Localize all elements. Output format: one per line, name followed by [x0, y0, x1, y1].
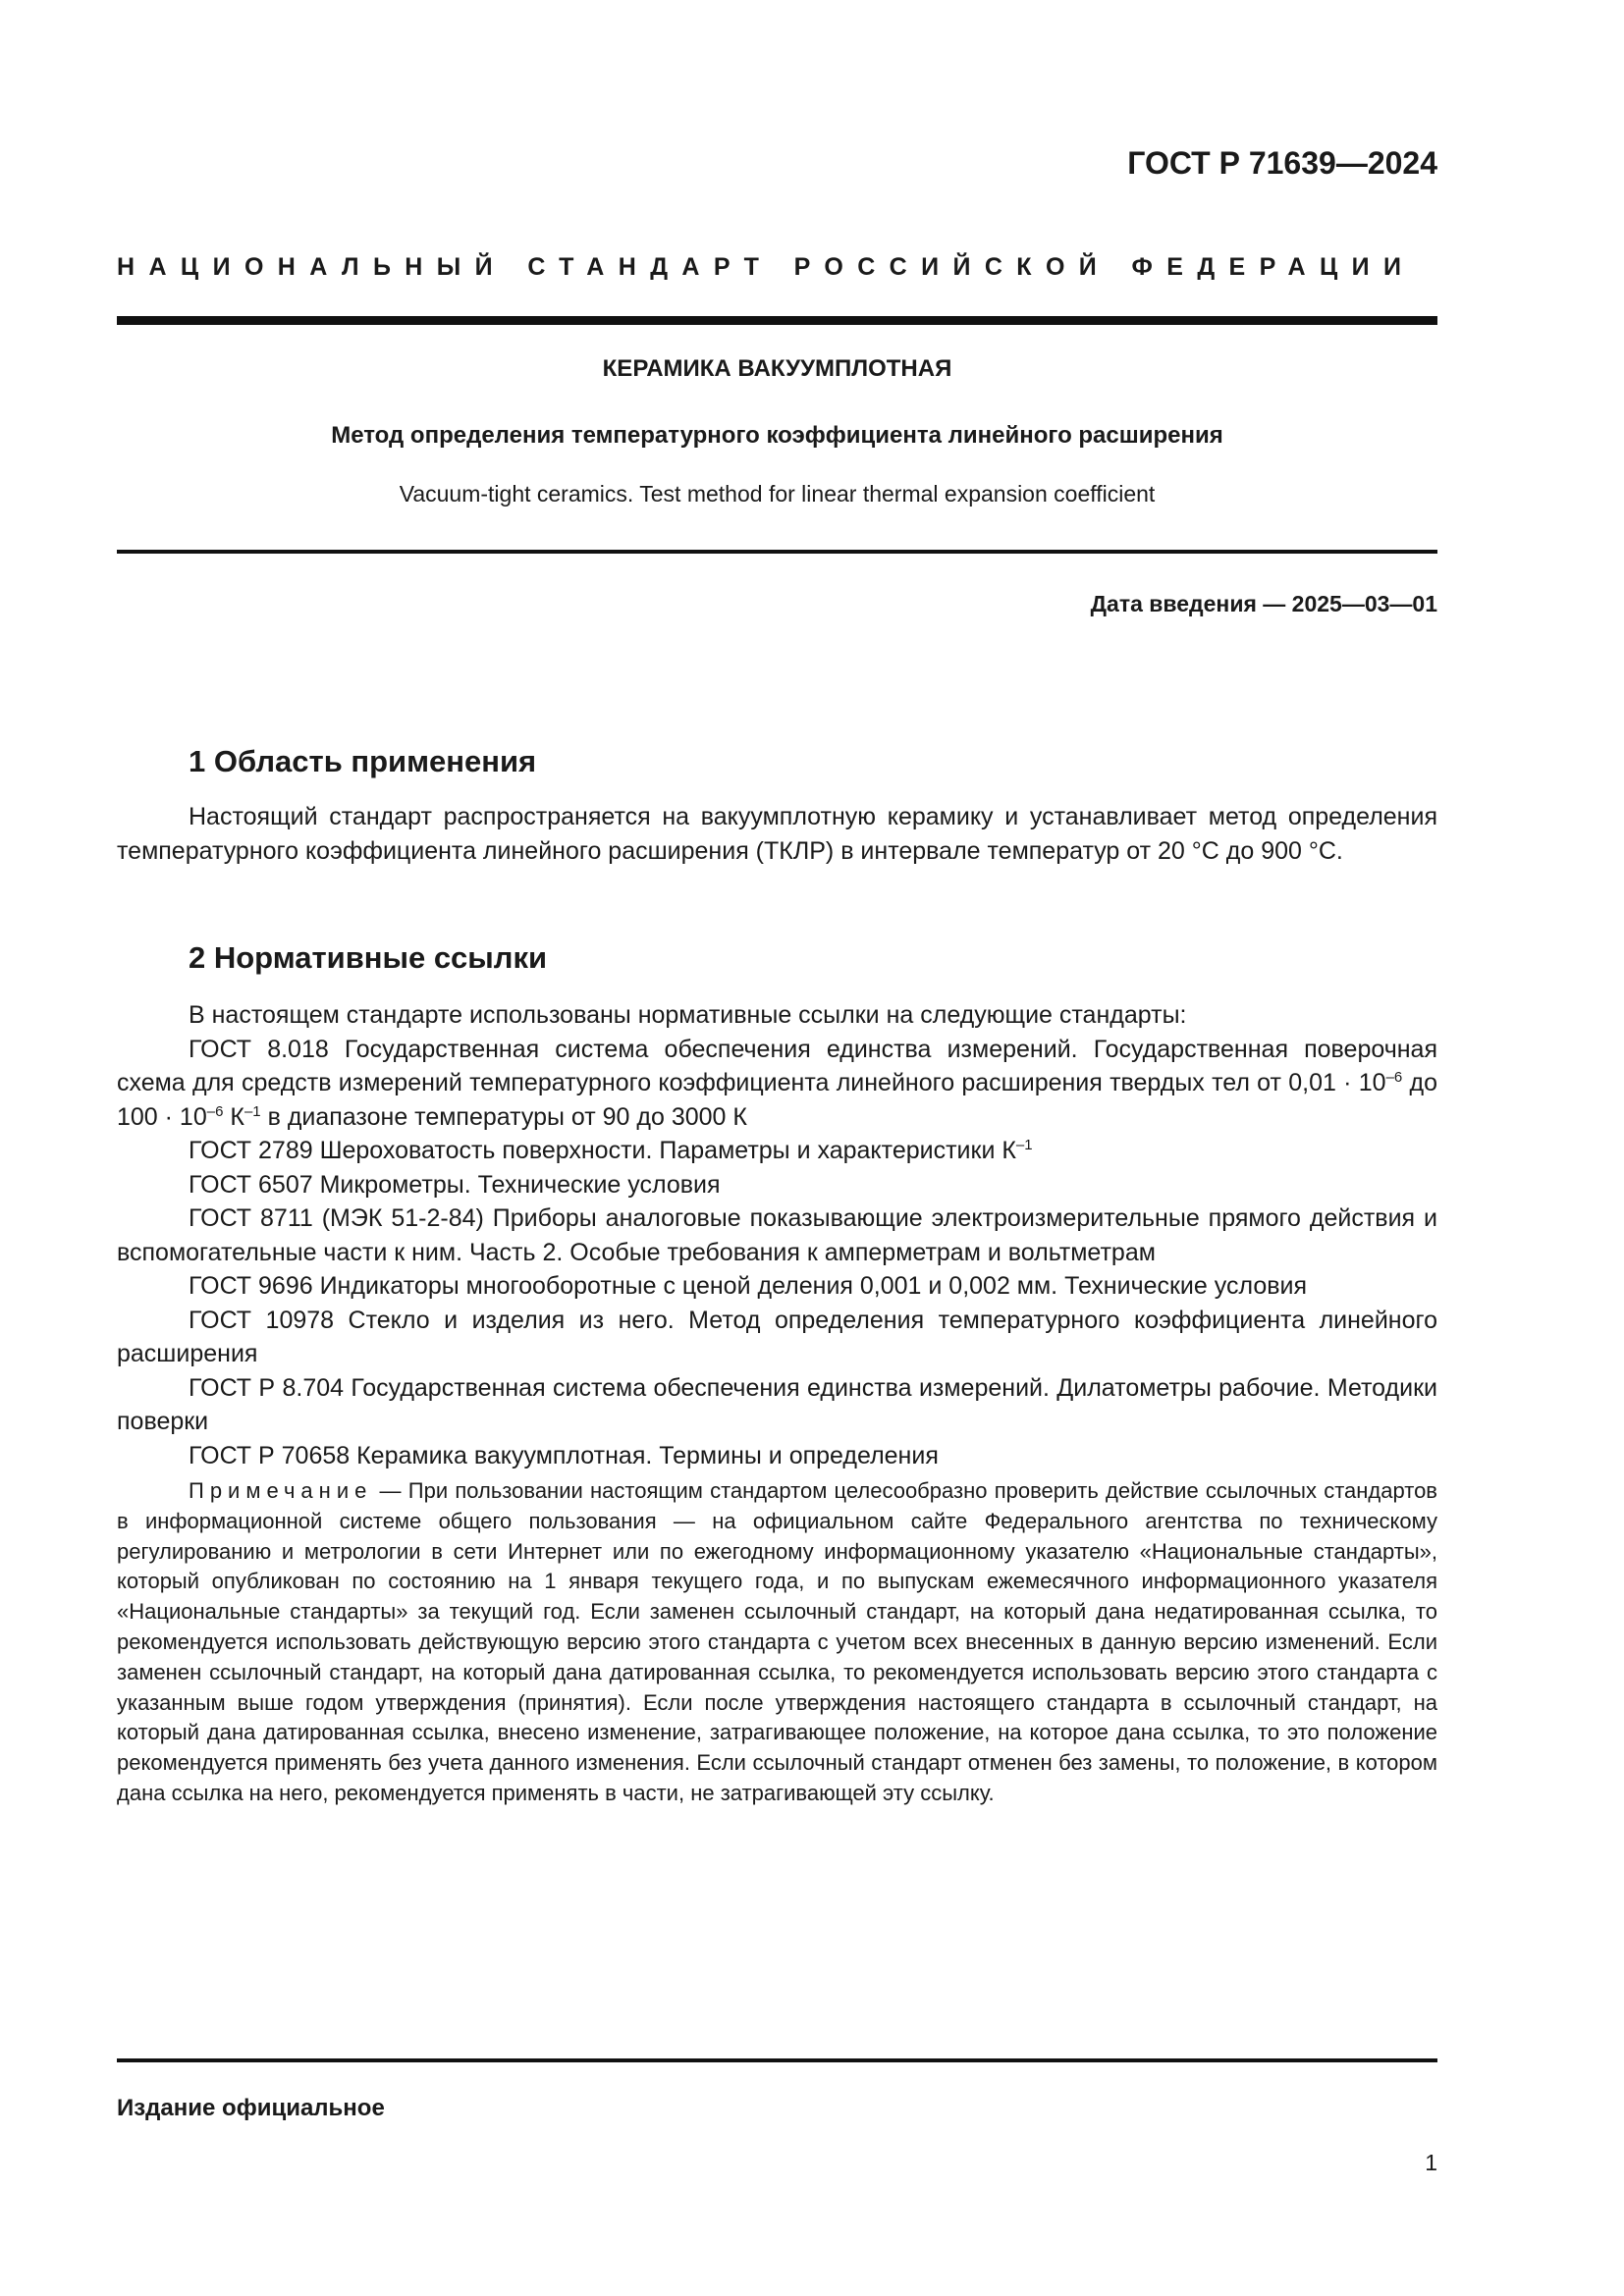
- document-title: КЕРАМИКА ВАКУУМПЛОТНАЯ: [602, 355, 952, 382]
- reference-gost-6507: ГОСТ 6507 Микрометры. Технические условия: [189, 1170, 721, 1199]
- top-divider: [117, 316, 1437, 325]
- note-label: Примечание: [189, 1478, 373, 1503]
- reference-gost-9696: ГОСТ 9696 Индикаторы многооборотные с ценой деления 0,001 и 0,002 мм. Технические условия: [189, 1272, 1308, 1300]
- references-intro: В настоящем стандарте использованы нормативные ссылки на следующие стандарты:: [189, 1001, 1187, 1029]
- reference-gost-8711: ГОСТ 8711 (МЭК 51-2-84) Приборы аналоговые показывающие электроизмерительные прямого действия и вспомогательные части к ним. Часть 2. Особые требования к амперметрам и вольтметрам: [117, 1204, 1437, 1266]
- introduction-date: Дата введения — 2025—03—01: [1090, 591, 1437, 616]
- standard-number: ГОСТ Р 71639—2024: [1127, 145, 1437, 181]
- reference-gost-r-8-704: ГОСТ Р 8.704 Государственная система обеспечения единства измерений. Дилатометры рабочие. Методики поверки: [117, 1373, 1437, 1435]
- reference-gost-r-70658: ГОСТ Р 70658 Керамика вакуумплотная. Термины и определения: [189, 1441, 939, 1469]
- reference-gost-8-018: ГОСТ 8.018 Государственная система обеспечения единства измерений. Государственная поверочная схема для средств измерений температурного коэффициента линейного расширения твердых тел от $0,01 \cdot 10^{-6}$ до $100 \cdot 10^{-6}$ $К^{-1}$ в диапазоне температуры от 90 до 3000 К: [117, 1035, 1438, 1131]
- section-1-text: Настоящий стандарт распространяется на вакуумплотную керамику и устанавливает метод определения температурного коэффициента линейного расширения (ТКЛР) в интервале температур от 20 °С до 900 °С.: [117, 803, 1437, 865]
- note-text: — При пользовании настоящим стандартом целесообразно проверить действие ссылочных стандартов в информационной системе общего пользования — на официальном сайте Федерального агентства по техническому регулированию и метрологии в сети Интернет или по ежегодному информационному указателю «Национальные стандарты», который опубликован по состоянию на 1 января текущего года, и по выпускам ежемесячного информационного указателя «Национальные стандарты» за текущий год. Если заменен ссылочный стандарт, на который дана недатированная ссылка, то рекомендуется использовать действующую версию этого стандарта с учетом всех внесенных в данную версию изменений. Если заменен ссылочный стандарт, на который дана датированная ссылка, то рекомендуется использовать версию этого стандарта с указанным выше годом утверждения (принятия). Если после утверждения настоящего стандарта в ссылочный стандарт, на который дана датированная ссылка, внесено изменение, затрагивающее положение, на которое дана ссылка, то это положение рекомендуется применять без учета данного изменения. Если ссылочный стандарт отменен без замены, то положение, в котором дана ссылка на него, рекомендуется применять в части, не затрагивающей эту ссылку.: [117, 1478, 1437, 1805]
- note-paragraph: [117, 1476, 1437, 1809]
- reference-gost-10978: ГОСТ 10978 Стекло и изделия из него. Метод определения температурного коэффициента линейного расширения: [117, 1306, 1437, 1367]
- section-1-heading: 1 Область применения: [189, 744, 537, 778]
- page-number: 1: [1425, 2150, 1437, 2175]
- document-subtitle: Метод определения температурного коэффициента линейного расширения: [331, 422, 1223, 449]
- section-2-heading: 2 Нормативные ссылки: [189, 940, 548, 975]
- title-divider: [117, 550, 1437, 554]
- english-title: Vacuum-tight ceramics. Test method for linear thermal expansion coefficient: [399, 481, 1156, 507]
- national-standard-banner: НАЦИОНАЛЬНЫЙ СТАНДАРТ РОССИЙСКОЙ ФЕДЕРАЦИИ: [117, 253, 1416, 281]
- footer-divider: [117, 2058, 1437, 2062]
- document-page: [117, 0, 1437, 2296]
- normative-references: [117, 998, 1437, 1472]
- official-edition: Издание официальное: [117, 2095, 385, 2121]
- reference-gost-2789: ГОСТ 2789 Шероховатость поверхности. Параметры и характеристики $К^{-1}$: [189, 1137, 1033, 1164]
